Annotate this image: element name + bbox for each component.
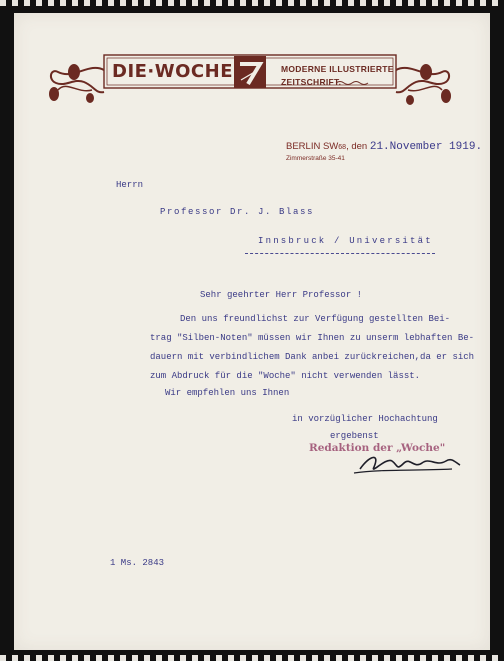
ruler-tick xyxy=(168,655,174,661)
scan-ruler-bottom xyxy=(0,655,504,661)
ruler-tick xyxy=(360,655,366,661)
ruler-tick xyxy=(324,655,330,661)
ruler-tick xyxy=(348,0,354,6)
body-line-1: Den uns freundlichst zur Verfügung gestellten Bei- xyxy=(180,314,451,324)
ruler-tick xyxy=(492,0,498,6)
ruler-tick xyxy=(420,0,426,6)
ruler-tick xyxy=(468,655,474,661)
ruler-tick xyxy=(312,0,318,6)
scan-ruler-top xyxy=(0,0,504,6)
ruler-tick xyxy=(276,0,282,6)
ruler-tick xyxy=(60,655,66,661)
ruler-tick xyxy=(84,655,90,661)
letterhead xyxy=(44,50,462,110)
sender-address: BERLIN SW68, den 21.November 1919. Zimmerstraße 35-41 xyxy=(286,141,483,162)
ruler-tick xyxy=(156,655,162,661)
ruler-tick xyxy=(12,0,18,6)
subtitle-line-1: MODERNE ILLUSTRIERTE xyxy=(281,64,394,74)
ruler-tick xyxy=(480,655,486,661)
ruler-tick xyxy=(348,655,354,661)
ruler-tick xyxy=(420,655,426,661)
ruler-tick xyxy=(144,0,150,6)
ruler-tick xyxy=(444,0,450,6)
closing-phrase: Wir empfehlen uns Ihnen xyxy=(165,388,290,398)
ruler-tick xyxy=(72,0,78,6)
ruler-tick xyxy=(444,655,450,661)
ruler-tick xyxy=(288,655,294,661)
recipient-place: Innsbruck / Universität xyxy=(258,236,433,246)
ruler-tick xyxy=(48,0,54,6)
ruler-tick xyxy=(96,655,102,661)
ruler-tick xyxy=(408,0,414,6)
ruler-tick xyxy=(192,655,198,661)
ruler-tick xyxy=(192,0,198,6)
ruler-tick xyxy=(216,0,222,6)
ruler-tick xyxy=(372,655,378,661)
ruler-tick xyxy=(300,655,306,661)
ruler-tick xyxy=(36,0,42,6)
closing-regards: in vorzüglicher Hochachtung xyxy=(292,414,438,424)
ruler-tick xyxy=(132,0,138,6)
ruler-tick xyxy=(108,655,114,661)
letterhead-ornament-icon xyxy=(44,50,462,110)
ruler-tick xyxy=(204,655,210,661)
ruler-tick xyxy=(108,0,114,6)
ruler-tick xyxy=(12,655,18,661)
ruler-tick xyxy=(468,0,474,6)
ruler-tick xyxy=(0,0,6,6)
ruler-tick xyxy=(336,0,342,6)
ruler-tick xyxy=(372,0,378,6)
ruler-tick xyxy=(36,655,42,661)
ruler-tick xyxy=(288,0,294,6)
greeting: Sehr geehrter Herr Professor ! xyxy=(200,290,363,300)
recipient-salutation: Herrn xyxy=(116,180,144,190)
body-line-4: zum Abdruck für die "Woche" nicht verwenden lässt. xyxy=(150,371,421,381)
ruler-tick xyxy=(204,0,210,6)
ruler-tick xyxy=(324,0,330,6)
ruler-tick xyxy=(360,0,366,6)
recipient-name: Professor Dr. J. Blass xyxy=(160,207,315,217)
ruler-tick xyxy=(456,0,462,6)
ruler-tick xyxy=(384,0,390,6)
ruler-tick xyxy=(180,655,186,661)
body-line-2: trag "Silben-Noten" müssen wir Ihnen zu unserm lebhaften Be- xyxy=(150,333,475,343)
ruler-tick xyxy=(252,0,258,6)
ruler-tick xyxy=(156,0,162,6)
ruler-tick xyxy=(0,655,6,661)
ruler-tick xyxy=(120,655,126,661)
ruler-tick xyxy=(24,655,30,661)
ruler-tick xyxy=(144,655,150,661)
street-address: Zimmerstraße 35-41 xyxy=(286,155,345,162)
handwritten-signature-icon xyxy=(352,447,462,477)
subtitle-line-2: ZEITSCHRIFT. xyxy=(281,77,342,87)
enclosure-reference: 1 Ms. 2843 xyxy=(110,558,165,568)
city-label: BERLIN SW xyxy=(286,141,339,152)
letter-date: 21.November 1919. xyxy=(369,141,483,153)
ruler-tick xyxy=(408,655,414,661)
ruler-tick xyxy=(276,655,282,661)
ruler-tick xyxy=(240,655,246,661)
ruler-tick xyxy=(216,655,222,661)
ruler-tick xyxy=(132,655,138,661)
ruler-tick xyxy=(168,0,174,6)
ruler-tick xyxy=(252,655,258,661)
district-number: 68 xyxy=(338,144,347,151)
ruler-tick xyxy=(396,655,402,661)
ruler-tick xyxy=(84,0,90,6)
ruler-tick xyxy=(48,655,54,661)
body-line-3: dauern mit verbindlichem Dank anbei zurückreichen,da er sich xyxy=(150,352,475,362)
ruler-tick xyxy=(432,655,438,661)
ruler-tick xyxy=(336,655,342,661)
ruler-tick xyxy=(24,0,30,6)
ruler-tick xyxy=(396,0,402,6)
underline-divider xyxy=(245,253,435,254)
ruler-tick xyxy=(300,0,306,6)
ruler-tick xyxy=(96,0,102,6)
ruler-tick xyxy=(120,0,126,6)
ruler-tick xyxy=(60,0,66,6)
ruler-tick xyxy=(72,655,78,661)
ruler-tick xyxy=(228,0,234,6)
ruler-tick xyxy=(480,0,486,6)
ruler-tick xyxy=(180,0,186,6)
ruler-tick xyxy=(264,655,270,661)
den-label: den xyxy=(351,141,368,152)
ruler-tick xyxy=(384,655,390,661)
ruler-tick xyxy=(456,655,462,661)
editorial-stamp: Redaktion der „Woche" xyxy=(309,442,446,454)
ruler-tick xyxy=(228,655,234,661)
ruler-tick xyxy=(492,655,498,661)
ruler-tick xyxy=(432,0,438,6)
ruler-tick xyxy=(264,0,270,6)
brand-name: DIE·WOCHE xyxy=(112,61,233,82)
ruler-tick xyxy=(240,0,246,6)
closing-ergebenst: ergebenst xyxy=(330,431,379,441)
ruler-tick xyxy=(312,655,318,661)
